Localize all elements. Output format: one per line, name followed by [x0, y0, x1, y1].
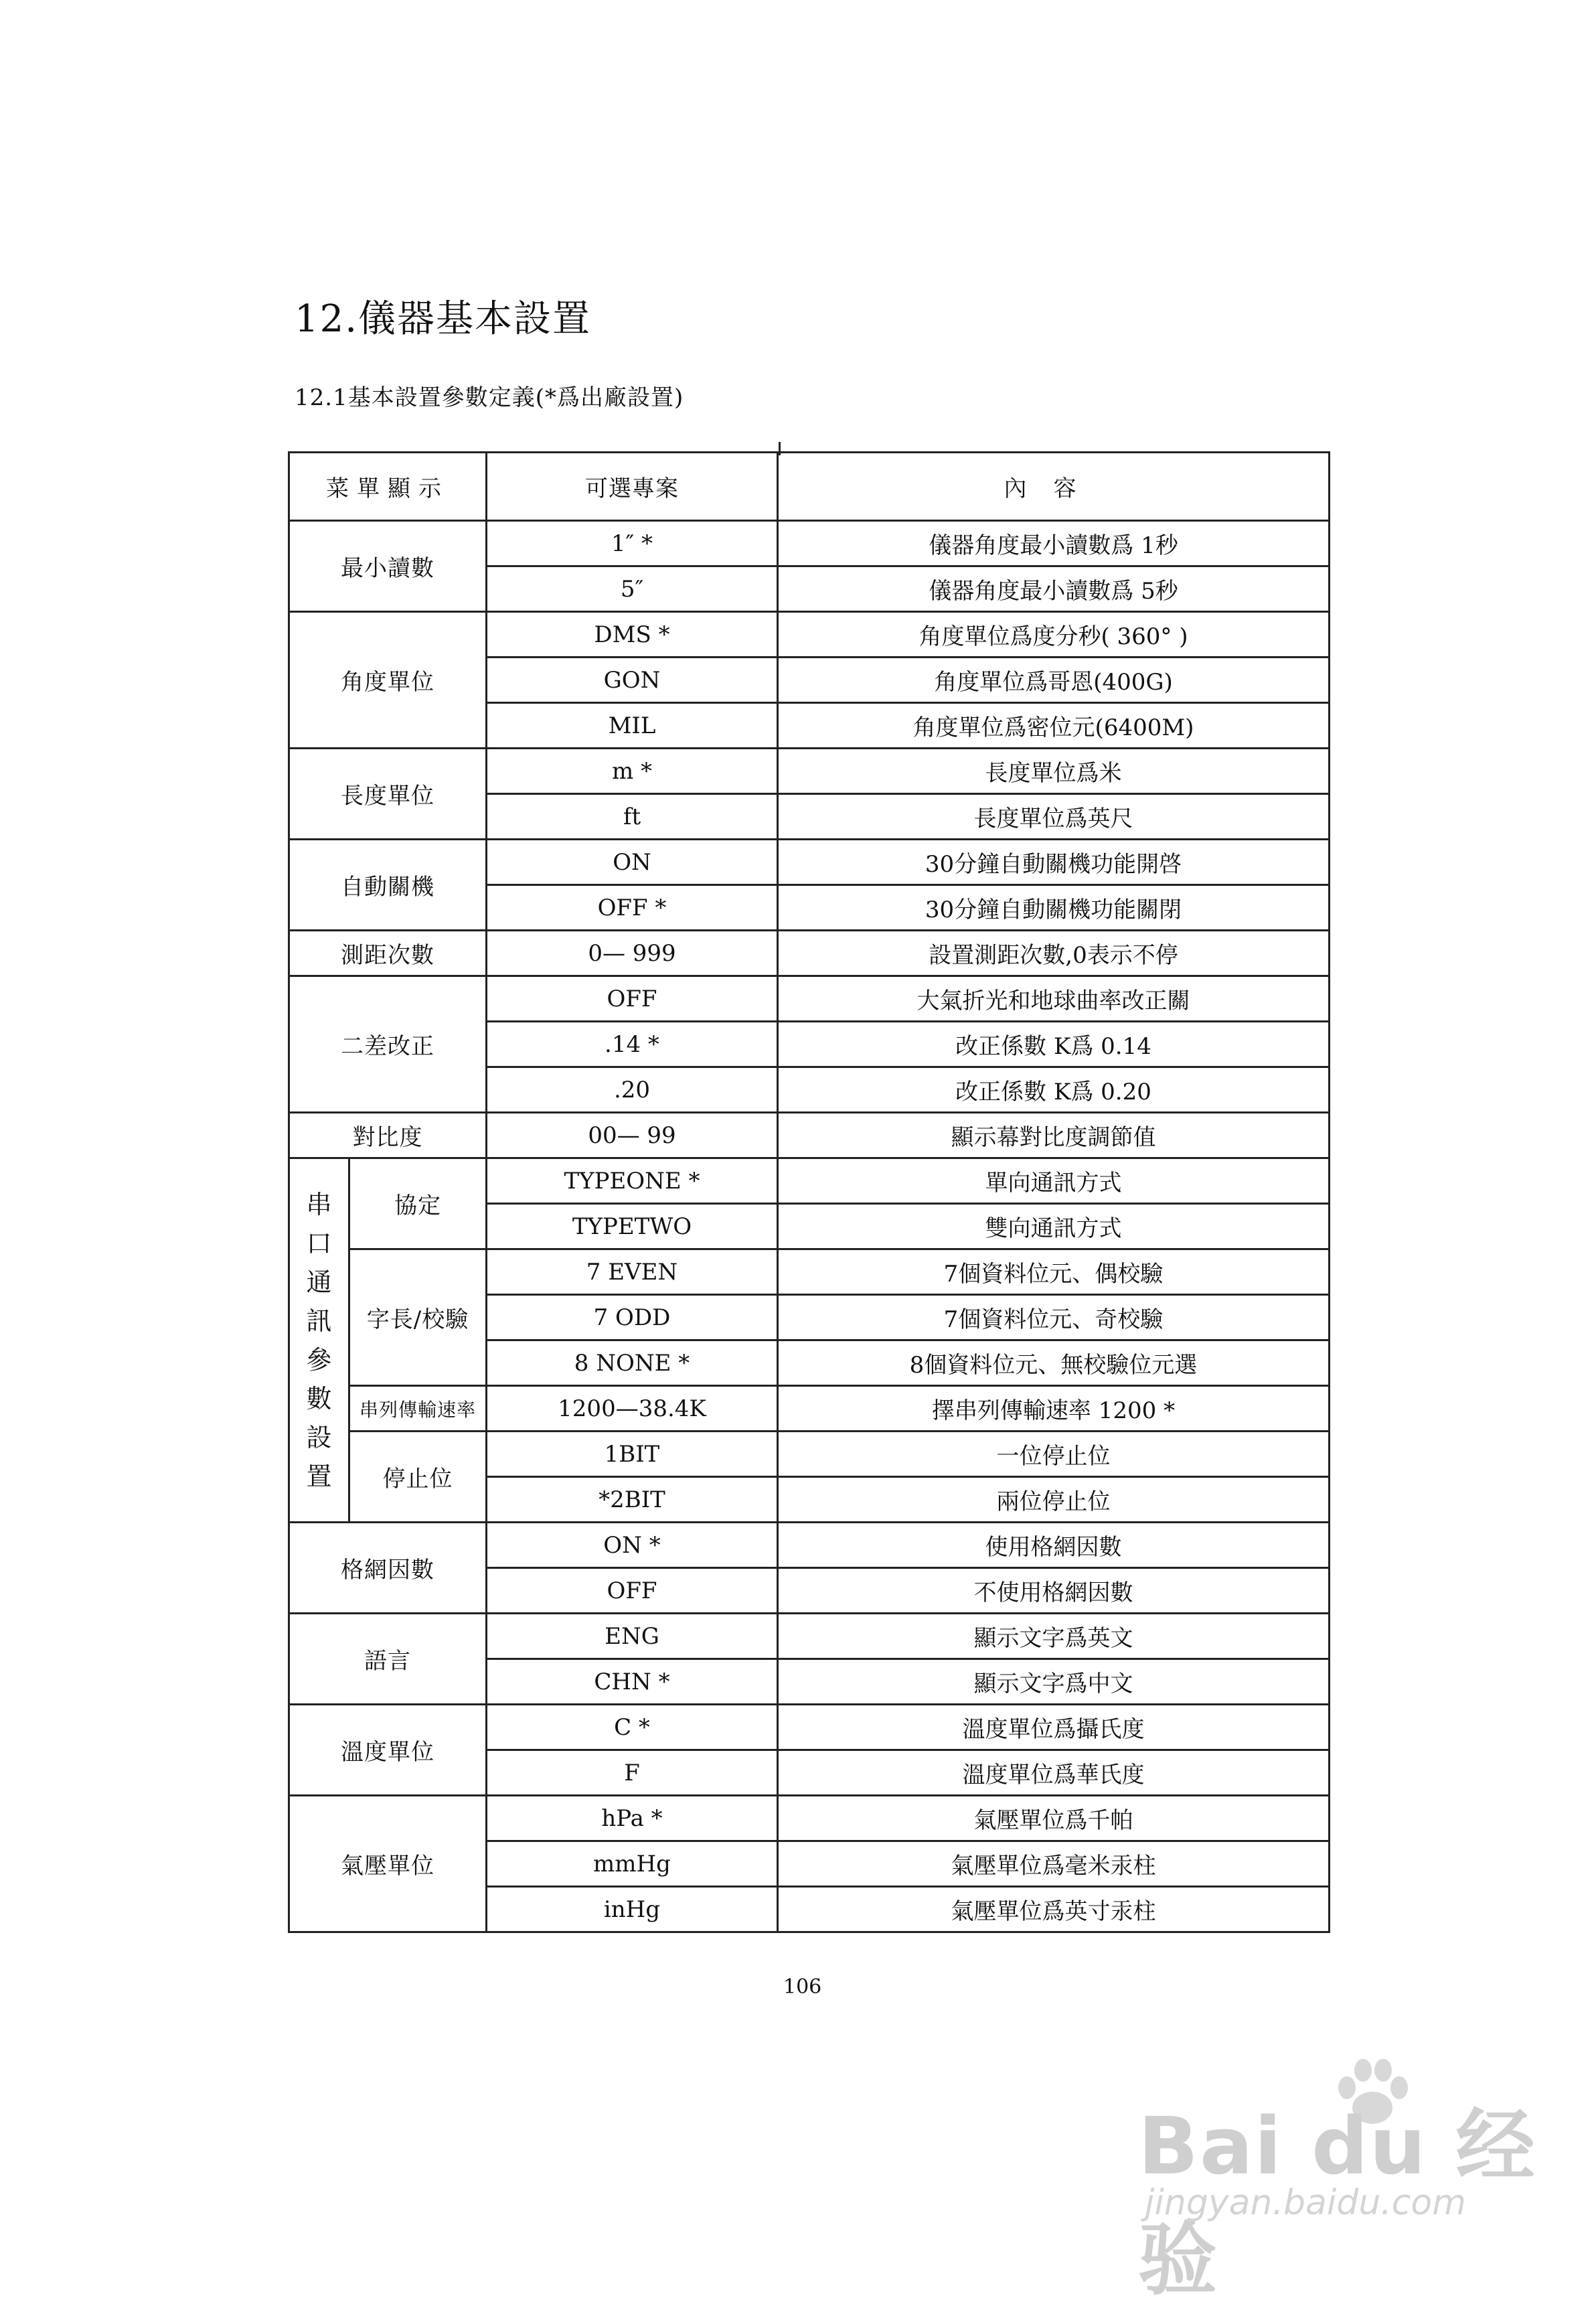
option-cell: CHN *	[487, 1659, 778, 1705]
option-cell: 1BIT	[487, 1432, 778, 1477]
option-cell: 8 NONE *	[487, 1340, 778, 1386]
table-row	[289, 840, 1330, 885]
option-cell: OFF	[487, 976, 778, 1022]
serial-label-char: 數	[306, 1383, 332, 1413]
content-cell: 雙向通訊方式	[778, 1204, 1330, 1249]
header-options: 可選專案	[487, 453, 778, 521]
serial-label-char: 參	[306, 1344, 332, 1375]
content-cell: 角度單位爲度分秒( 360° )	[778, 612, 1330, 658]
table-row	[289, 1432, 1330, 1477]
page-title: 12.儀器基本設置	[295, 297, 592, 341]
content-cell: 7個資料位元、奇校驗	[778, 1295, 1330, 1340]
option-cell: 7 ODD	[487, 1295, 778, 1340]
group-label: 對比度	[289, 1113, 487, 1158]
option-cell: 00— 99	[487, 1113, 778, 1158]
content-cell: 單向通訊方式	[778, 1158, 1330, 1204]
option-cell: ft	[487, 794, 778, 840]
table-row	[289, 1113, 1330, 1158]
content-cell: 兩位停止位	[778, 1477, 1330, 1523]
header-content: 內容	[778, 453, 1330, 521]
content-cell: 8個資料位元、無校驗位元選	[778, 1340, 1330, 1386]
serial-label-char: 串	[306, 1189, 332, 1219]
option-cell: TYPEONE *	[487, 1158, 778, 1204]
section-subtitle: 12.1基本設置參數定義(*爲出廠設置)	[295, 384, 684, 411]
watermark-url: jingyan.baidu.com	[1145, 2183, 1466, 2223]
content-cell: 設置測距次數,0表示不停	[778, 931, 1330, 976]
serial-subgroup-label: 協定	[349, 1158, 487, 1249]
content-cell: 一位停止位	[778, 1432, 1330, 1477]
table-row	[289, 1386, 1330, 1432]
group-label: 角度單位	[289, 612, 487, 749]
table-header-row	[289, 453, 1330, 521]
settings-table	[288, 451, 1330, 1933]
content-cell: 擇串列傳輸速率 1200 *	[778, 1386, 1330, 1432]
option-cell: mmHg	[487, 1841, 778, 1887]
table-row	[289, 1705, 1330, 1750]
serial-label-char: 口	[306, 1228, 332, 1258]
serial-subgroup-label: 串列傳輸速率	[349, 1386, 487, 1432]
content-cell: 氣壓單位爲毫米汞柱	[778, 1841, 1330, 1887]
group-label: 自動關機	[289, 840, 487, 931]
content-cell: 氣壓單位爲英寸汞柱	[778, 1887, 1330, 1932]
table-row	[289, 612, 1330, 658]
watermark-logo-text: Bai du 经验	[1138, 2100, 1536, 2306]
serial-label-char: 訊	[306, 1306, 332, 1336]
serial-label-char: 通	[306, 1267, 332, 1297]
content-cell: 7個資料位元、偶校驗	[778, 1249, 1330, 1295]
table-row	[289, 1796, 1330, 1841]
table-row	[289, 931, 1330, 976]
group-label: 測距次數	[289, 931, 487, 976]
content-cell: 氣壓單位爲千帕	[778, 1796, 1330, 1841]
option-cell: 1200—38.4K	[487, 1386, 778, 1432]
serial-label-char: 設	[306, 1422, 332, 1452]
option-cell: .20	[487, 1067, 778, 1113]
option-cell: .14 *	[487, 1022, 778, 1067]
table-row	[289, 1158, 1330, 1204]
content-cell: 儀器角度最小讀數爲 1秒	[778, 521, 1330, 566]
serial-subgroup-label: 字長/校驗	[349, 1249, 487, 1386]
content-cell: 角度單位爲密位元(6400M)	[778, 703, 1330, 749]
table-row	[289, 1249, 1330, 1295]
option-cell: 7 EVEN	[487, 1249, 778, 1295]
content-cell: 儀器角度最小讀數爲 5秒	[778, 566, 1330, 612]
option-cell: *2BIT	[487, 1477, 778, 1523]
table-row	[289, 1614, 1330, 1659]
content-cell: 顯示幕對比度調節值	[778, 1113, 1330, 1158]
option-cell: DMS *	[487, 612, 778, 658]
group-label: 溫度單位	[289, 1705, 487, 1796]
content-cell: 不使用格網因數	[778, 1568, 1330, 1614]
baidu-watermark	[1138, 2056, 1567, 2306]
group-label: 格網因數	[289, 1523, 487, 1614]
group-label: 語言	[289, 1614, 487, 1705]
option-cell: TYPETWO	[487, 1204, 778, 1249]
content-cell: 顯示文字爲英文	[778, 1614, 1330, 1659]
group-label: 最小讀數	[289, 521, 487, 612]
content-cell: 長度單位爲米	[778, 749, 1330, 794]
content-cell: 溫度單位爲攝氏度	[778, 1705, 1330, 1750]
option-cell: 0— 999	[487, 931, 778, 976]
option-cell: ON *	[487, 1523, 778, 1568]
option-cell: F	[487, 1750, 778, 1796]
content-cell: 溫度單位爲華氏度	[778, 1750, 1330, 1796]
serial-group-label	[289, 1158, 349, 1523]
option-cell: C *	[487, 1705, 778, 1750]
group-label: 氣壓單位	[289, 1796, 487, 1932]
content-cell: 角度單位爲哥恩(400G)	[778, 658, 1330, 703]
content-cell: 顯示文字爲中文	[778, 1659, 1330, 1705]
table-row	[289, 749, 1330, 794]
table-row	[289, 976, 1330, 1022]
option-cell: inHg	[487, 1887, 778, 1932]
group-label: 長度單位	[289, 749, 487, 840]
option-cell: OFF	[487, 1568, 778, 1614]
option-cell: m *	[487, 749, 778, 794]
serial-subgroup-label: 停止位	[349, 1432, 487, 1523]
content-cell: 改正係數 K爲 0.20	[778, 1067, 1330, 1113]
option-cell: 1″ *	[487, 521, 778, 566]
table-row	[289, 1523, 1330, 1568]
serial-label-char: 置	[306, 1461, 332, 1491]
content-cell: 改正係數 K爲 0.14	[778, 1022, 1330, 1067]
content-cell: 使用格網因數	[778, 1523, 1330, 1568]
group-label: 二差改正	[289, 976, 487, 1113]
option-cell: OFF *	[487, 885, 778, 931]
option-cell: GON	[487, 658, 778, 703]
content-cell: 30分鐘自動關機功能關閉	[778, 885, 1330, 931]
option-cell: 5″	[487, 566, 778, 612]
option-cell: ON	[487, 840, 778, 885]
content-cell: 30分鐘自動關機功能開啓	[778, 840, 1330, 885]
content-cell: 長度單位爲英尺	[778, 794, 1330, 840]
option-cell: hPa *	[487, 1796, 778, 1841]
content-cell: 大氣折光和地球曲率改正關	[778, 976, 1330, 1022]
option-cell: ENG	[487, 1614, 778, 1659]
header-menu: 菜單顯示	[289, 453, 487, 521]
page-number: 106	[783, 1975, 822, 1999]
table-row	[289, 521, 1330, 566]
option-cell: MIL	[487, 703, 778, 749]
